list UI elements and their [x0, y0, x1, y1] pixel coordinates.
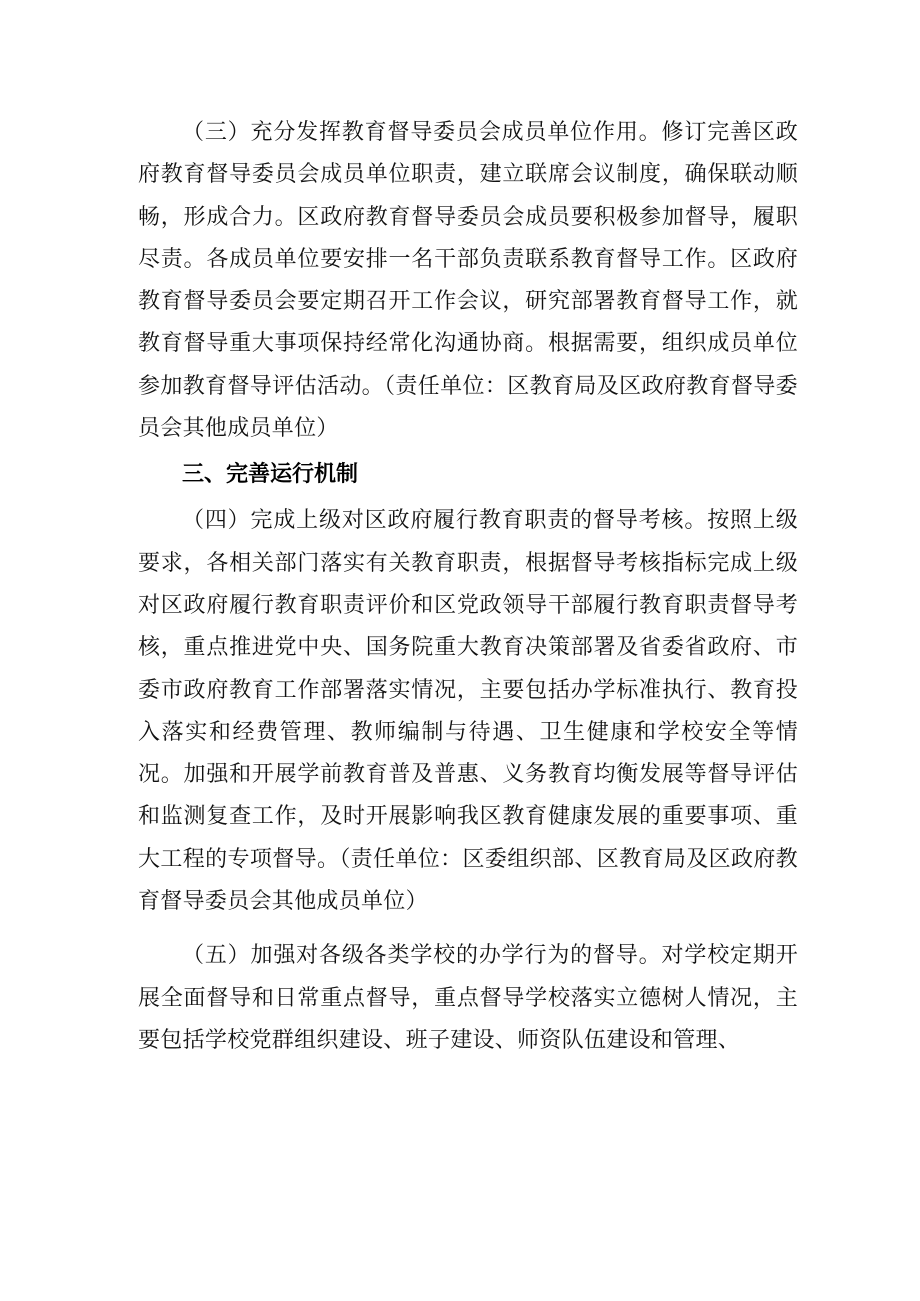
section-heading: 三、完善运行机制	[182, 462, 359, 488]
paragraph-3: （三）充分发挥教育督导委员会成员单位作用。修订完善区政府教育督导委员会成员单位职责，建立联席会议制度，确保联动顺畅，形成合力。区政府教育督导委员会成员要积极参加督导，履职尽责。各成员单位要安排一名干部负责联系教育督导工作。区政府教育督导委员会要定期召开工作会议，研究部署教育督导工作，就教育督导重大事项保持经常化沟通协商。根据需要，组织成员单位参加教育督导评估活动。（责任单位：区教育局及区政府教育督导委员会其他成员单位）	[138, 120, 798, 442]
paragraph-4: （四）完成上级对区政府履行教育职责的督导考核。按照上级要求，各相关部门落实有关教育职责，根据督导考核指标完成上级对区政府履行教育职责评价和区党政领导干部履行教育职责督导考核，重点推进党中央、国务院重大教育决策部署及省委省政府、市委市政府教育工作部署落实情况，主要包括办学标准执行、教育投入落实和经费管理、教师编制与待遇、卫生健康和学校安全等情况。加强和开展学前教育普及普惠、义务教育均衡发展等督导评估和监测复查工作，及时开展影响我区教育健康发展的重要事项、重大工程的专项督导。（责任单位：区委组织部、区教育局及区政府教育督导委员会其他成员单位）	[138, 508, 798, 915]
paragraph-5: （五）加强对各级各类学校的办学行为的督导。对学校定期开展全面督导和日常重点督导，重点督导学校落实立德树人情况，主要包括学校党群组织建设、班子建设、师资队伍建设和管理、	[138, 943, 798, 1053]
paragraph-spacer	[138, 923, 798, 935]
document-body	[138, 112, 798, 1062]
